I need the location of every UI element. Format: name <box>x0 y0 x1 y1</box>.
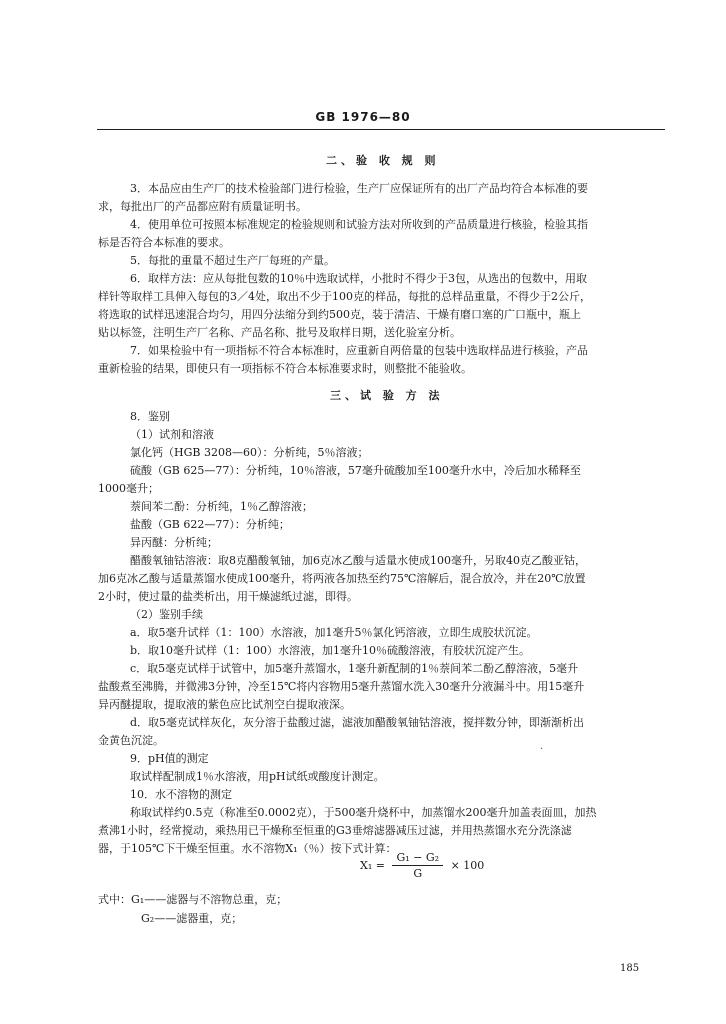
reagent-1: 氯化钙（HGB 3208—60）：分析纯，5％溶液； <box>130 446 369 459</box>
reagent-4: 盐酸（GB 622—77）：分析纯； <box>130 518 290 531</box>
section-2-title: 二、验 收 规 则 <box>326 154 440 167</box>
reagent-2-line-2: 1000毫升； <box>98 482 159 495</box>
step-d-line-1: d．取5毫克试样灰化，灰分溶于盐酸过滤，滤液加醋酸氧铀钴溶液，搅拌数分钟，即渐渐析出 <box>130 716 585 729</box>
item-8-title: 8．鉴别 <box>130 410 170 423</box>
formula-denominator: G <box>413 867 423 880</box>
reagent-6-line-3: 2小时，使过量的盐类析出，用干燥滤纸过滤，即得。 <box>98 590 358 603</box>
item-10-line-3: 器，于105℃下干燥至恒重。水不溶物X₁（％）按下式计算： <box>98 842 397 855</box>
step-c-line-1: c．取5毫克试样于试管中，加5毫升蒸馏水，1毫升新配制的1％萘间苯二酚乙醇溶液，5毫升 <box>130 662 579 675</box>
formula-rhs: × 100 <box>450 859 485 872</box>
formula-lhs: X₁ = <box>360 859 385 872</box>
item-10-line-1: 称取试样约0.5克（称准至0.0002克），于500毫升烧杯中，加蒸馏水200毫升加盖表面皿，加热 <box>130 806 597 819</box>
stray-mark: · <box>540 744 544 755</box>
section-3-title: 三、试 验 方 法 <box>330 389 444 402</box>
para-6-line-3: 将选取的试样迅速混合均匀，用四分法缩分到约500克，装于清洁、干燥有磨口塞的广口瓶中，瓶上 <box>98 308 581 321</box>
formula-x1 <box>356 850 488 881</box>
reagent-2-line-1: 硫酸（GB 625—77）：分析纯，10％溶液，57毫升硫酸加至100毫升水中，冷后加水稀释至 <box>130 464 581 477</box>
where-g1: 式中：G₁——滤器与不溶物总重，克； <box>98 893 288 906</box>
para-6-line-4: 贴以标签，注明生产厂名称、产品名称、批号及取样日期，送化验室分析。 <box>98 326 461 339</box>
para-7-line-1: 7．如果检验中有一项指标不符合本标准时，应重新自两倍量的包装中选取样品进行核验，产品 <box>130 344 588 357</box>
para-4-line-1: 4．使用单位可按照本标准规定的检验规则和试验方法对所收到的产品质量进行核验，检验其指 <box>130 218 588 231</box>
header-rule <box>97 129 665 130</box>
item-9-title: 9．pH值的测定 <box>130 752 209 765</box>
reagent-3: 萘间苯二酚：分析纯，1％乙醇溶液； <box>130 500 313 513</box>
reagent-5: 异丙醚：分析纯； <box>130 536 218 549</box>
step-d-line-2: 金黄色沉淀。 <box>98 734 164 747</box>
item-10-line-2: 煮沸1小时，经常搅动，乘热用已干燥称至恒重的G3垂熔滤器减压过滤，并用热蒸馏水充分洗涤滤 <box>98 824 572 837</box>
para-6-line-2: 样针等取样工具伸入每包的3／4处，取出不少于100克的样品，每批的总样品重量，不得少于2公斤， <box>98 290 591 303</box>
where-g2: G₂——滤器重，克； <box>141 912 243 925</box>
item-10-title: 10．水不溶物的测定 <box>130 788 232 801</box>
para-3-line-1: 3．本品应由生产厂的技术检验部门进行检验，生产厂应保证所有的出厂产品均符合本标准的要 <box>130 182 588 195</box>
reagent-6-line-2: 加6克冰乙酸与适量蒸馏水使成100毫升，将两液各加热至约75℃溶解后，混合放冷，并在20℃放置 <box>98 572 586 585</box>
reagent-6-line-1: 醋酸氧铀钴溶液：取8克醋酸氧铀，加6克冰乙酸与适量水使成100毫升，另取40克乙酸亚钴， <box>130 554 586 567</box>
para-4-line-2: 标是否符合本标准的要求。 <box>98 236 230 249</box>
formula-fraction <box>392 850 443 881</box>
para-3-line-2: 求，每批出厂的产品都应附有质量证明书。 <box>98 200 307 213</box>
step-c-line-3: 异丙醚提取，提取液的紫色应比试剂空白提取液深。 <box>98 698 351 711</box>
document-code: GB 1976—80 <box>315 110 411 124</box>
item-9-text: 取试样配制成1％水溶液，用pH试纸或酸度计测定。 <box>130 770 385 783</box>
step-b: b．取10毫升试样（1：100）水溶液，加1毫升10％硫酸溶液，有胶状沉淀产生。 <box>130 644 531 657</box>
item-8-sub-1: （1）试剂和溶液 <box>130 428 214 441</box>
para-7-line-2: 重新检验的结果，即使只有一项指标不符合本标准要求时，则整批不能验收。 <box>98 362 472 375</box>
item-8-sub-2: （2）鉴别手续 <box>130 608 203 621</box>
formula-numerator: G₁ − G₂ <box>392 850 443 866</box>
step-a: a．取5毫升试样（1：100）水溶液，加1毫升5％氯化钙溶液，立即生成胶状沉淀。 <box>130 626 538 639</box>
page-number: 185 <box>620 963 640 974</box>
step-c-line-2: 盐酸煮至沸腾，并微沸3分钟，冷至15℃将内容物用5毫升蒸馏水洗入30毫升分液漏斗中。用15毫升 <box>98 680 585 693</box>
para-6-line-1: 6．取样方法：应从每批包数的10％中选取试样，小批时不得少于3包，从选出的包数中，用取 <box>130 272 587 285</box>
para-5-line-1: 5．每批的重量不超过生产厂每班的产量。 <box>130 254 335 267</box>
